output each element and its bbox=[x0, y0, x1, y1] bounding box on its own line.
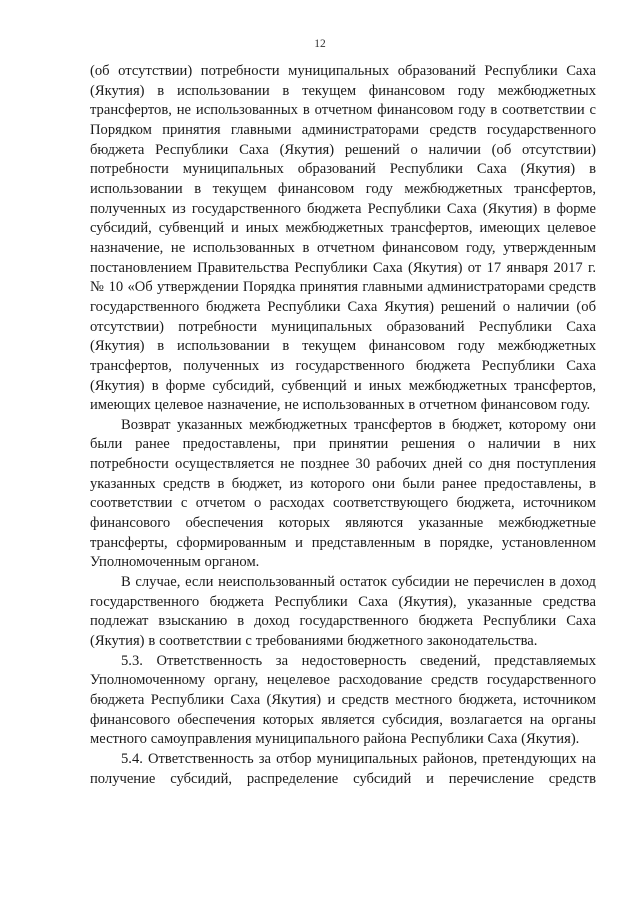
paragraph-1: (об отсутствии) потребности муниципальных образований Республики Саха (Якутия) в использовании в текущем финансовом году межбюджетных трансфертов, не использованных в отчетном финансовом году в соответствии с Порядком принятия главными администраторами средств государственного бюджета Республики Саха (Якутия) решений о наличии (об отсутствии) потребности муниципальных образований Республики Саха (Якутия) в использовании в текущем финансовом году межбюджетных трансфертов, полученных из государственного бюджета Республики Саха (Якутия) в форме субсидий, субвенций и иных межбюджетных трансфертов, имеющих целевое назначение, не использованных в отчетном финансовом году, утвержденным постановлением Правительства Республики Саха (Якутия) от 17 января 2017 г. № 10 «Об утверждении Порядка принятия главными администраторами средств государственного бюджета Республики Саха Якутия) решений о наличии (об отсутствии) потребности муниципальных образований Республики Саха (Якутия) в использовании в текущем финансовом году межбюджетных трансфертов, полученных из государственного бюджета Республики Саха (Якутия) в форме субсидий, субвенций и иных межбюджетных трансфертов, имеющих целевое назначение, не использованных в отчетном финансовом году. bbox=[90, 63, 596, 414]
page-number: 12 bbox=[314, 38, 326, 50]
paragraph-4-section-5-3: 5.3. Ответственность за недостоверность сведений, представляемых Уполномоченному органу, нецелевое расходование средств государственного бюджета Республики Саха (Якутия) и средств местного бюджета, источником финансового обеспечения которых является субсидия, возлагается на органы местного самоуправления муниципального района Республики Саха (Якутия). bbox=[90, 652, 596, 748]
paragraph-2: Возврат указанных межбюджетных трансфертов в бюджет, которому они были ранее предоставлены, при принятии решения о наличии в них потребности осуществляется не позднее 30 рабочих дней со дня поступления указанных средств в бюджет, из которого они были ранее предоставлены, в соответствии с отчетом о расходах соответствующего бюджета, источником финансового обеспечения которых являются указанные межбюджетные трансферты, сформированным и представленным в порядке, установленном Уполномоченным органом. bbox=[90, 416, 596, 571]
paragraph-3: В случае, если неиспользованный остаток субсидии не перечислен в доход государственного бюджета Республики Саха (Якутия), указанные средства подлежат взысканию в доход государственного бюджета Республики Саха (Якутия) в соответствии с требованиями бюджетного законодательства. bbox=[90, 574, 596, 650]
paragraph-5-section-5-4: 5.4. Ответственность за отбор муниципальных районов, претендующих на получение субсидий, распределение субсидий и перечисление средств bbox=[90, 750, 596, 787]
document-body bbox=[90, 62, 596, 789]
